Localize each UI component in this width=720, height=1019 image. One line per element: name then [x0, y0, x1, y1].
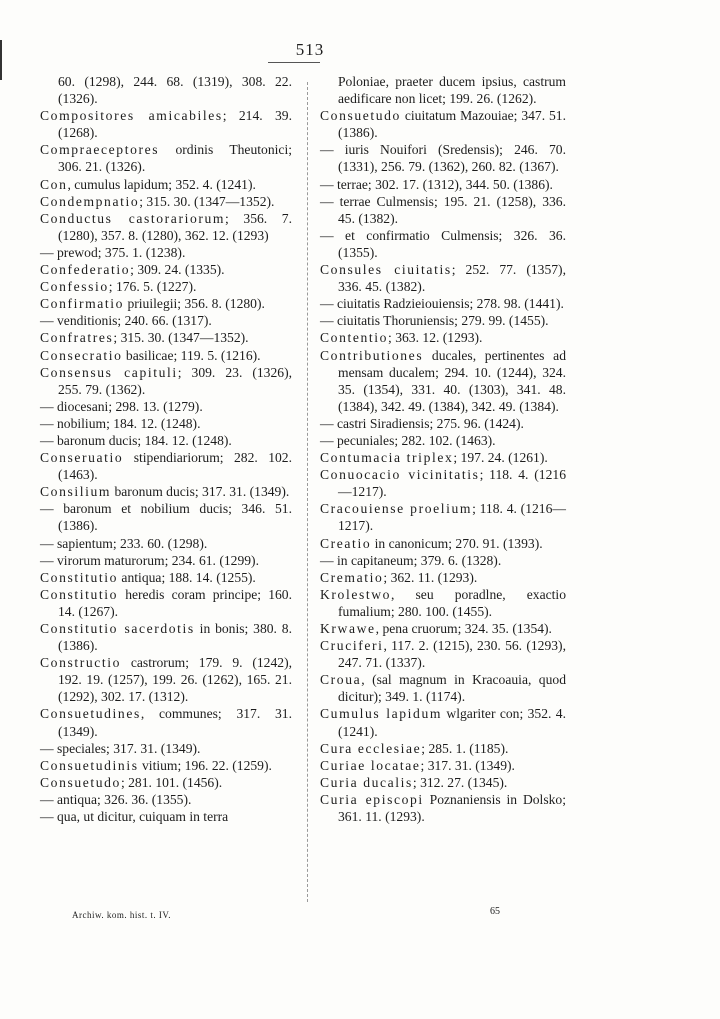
- index-entry: [320, 176, 566, 193]
- header-rule: [268, 62, 320, 63]
- index-entry: [320, 432, 566, 449]
- entry-lemma: Consules ciuitatis: [320, 262, 452, 278]
- entry-text: ; 362. 11. (1293).: [383, 569, 478, 585]
- index-entry: [40, 705, 292, 739]
- entry-text: — ciuitatis Radzieiouiensis; 278. 98. (1441).: [320, 296, 564, 312]
- entry-text: Poznaniensis in Dolsko; 361. 11. (1293).: [338, 791, 566, 825]
- index-entry: [320, 569, 566, 586]
- entry-text: — baronum et nobilium ducis; 346. 51. (1386).: [40, 501, 292, 534]
- index-entry: [40, 278, 292, 295]
- index-entry: [40, 312, 292, 329]
- index-entry: [320, 329, 566, 346]
- index-entry: [320, 620, 566, 637]
- index-entry: [320, 261, 566, 295]
- index-entry: [320, 415, 566, 432]
- entry-lemma: Cracouiense proelium: [320, 501, 473, 517]
- index-entry: [40, 432, 292, 449]
- entry-text: in canonicum; 270. 91. (1393).: [371, 535, 543, 551]
- entry-lemma: Consuetudinis: [40, 757, 139, 773]
- index-entry: [320, 705, 566, 739]
- index-entry: [40, 244, 292, 261]
- entry-text: , seu poradlne, exactio fumalium; 280. 100. (1455).: [338, 586, 566, 619]
- index-entry: [40, 398, 292, 415]
- entry-text: 60. (1298), 244. 68. (1319), 308. 22. (1326).: [58, 74, 292, 107]
- entry-lemma: Crematio: [320, 569, 384, 585]
- index-entry: [40, 791, 292, 808]
- index-entry: [320, 295, 566, 312]
- left-column: [40, 73, 292, 825]
- entry-text: — in capitaneum; 379. 6. (1328).: [320, 552, 502, 568]
- entry-lemma: Cumulus lapidum: [320, 706, 443, 722]
- entry-text: baronum ducis; 317. 31. (1349).: [111, 484, 290, 500]
- entry-lemma: Krwawe: [320, 621, 376, 636]
- entry-lemma: Curia ducalis: [320, 774, 413, 790]
- entry-lemma: Consensus capituli: [40, 364, 178, 380]
- index-entry: [320, 193, 566, 227]
- entry-text: — ciuitatis Thoruniensis; 279. 99. (1455).: [320, 313, 549, 329]
- index-entry: [320, 312, 566, 329]
- index-entry: [320, 107, 566, 141]
- index-entry: [40, 654, 292, 705]
- entry-text: — nobilium; 184. 12. (1248).: [40, 415, 201, 431]
- index-entry: [40, 569, 292, 586]
- index-entry: [40, 141, 292, 175]
- entry-text: — diocesani; 298. 13. (1279).: [40, 398, 203, 414]
- index-entry: [320, 774, 566, 791]
- entry-text: , 117. 2. (1215), 230. 56. (1293), 247. 71. (1337).: [338, 638, 566, 671]
- index-entry: [40, 449, 292, 483]
- entry-text: castrorum; 179. 9. (1242), 192. 19. (1257), 199. 26. (1262), 165. 21. (1292), 302. 17. (1312).: [58, 655, 292, 705]
- entry-lemma: Confratres: [40, 330, 114, 346]
- entry-lemma: Constitutio: [40, 586, 119, 602]
- index-entry: [40, 193, 292, 210]
- entry-text: ; 252. 77. (1357), 336. 45. (1382).: [338, 262, 566, 295]
- index-entry: [320, 637, 566, 671]
- entry-lemma: Constitutio: [40, 569, 119, 585]
- entry-text: — iuris Nouifori (Sredensis); 246. 70. (1331), 256. 79. (1362), 260. 82. (1367).: [320, 142, 566, 175]
- entry-text: Poloniae, praeter ducem ipsius, castrum aedificare non licet; 199. 26. (1262).: [338, 74, 566, 107]
- entry-text: — baronum ducis; 184. 12. (1248).: [40, 432, 232, 448]
- index-entry: [40, 347, 292, 364]
- entry-lemma: Croua: [320, 672, 362, 688]
- entry-text: — sapientum; 233. 60. (1298).: [40, 535, 208, 551]
- entry-text: — virorum maturorum; 234. 61. (1299).: [40, 552, 259, 568]
- entry-text: ; 176. 5. (1227).: [108, 279, 197, 295]
- index-entry: [40, 757, 292, 774]
- index-entry: [320, 586, 566, 620]
- entry-lemma: Con: [40, 176, 68, 192]
- entry-text: ; 118. 4. (1216—1217).: [338, 467, 566, 500]
- entry-text: ; 312. 27. (1345).: [412, 774, 508, 790]
- entry-lemma: Contributiones: [320, 347, 424, 363]
- entry-lemma: Cruciferi: [320, 638, 384, 654]
- index-entry: [40, 483, 292, 500]
- entry-text: heredis coram principe; 160. 14. (1267).: [58, 586, 292, 619]
- index-entry: [320, 500, 566, 534]
- index-entry: [40, 261, 292, 278]
- entry-lemma: Consuetudo: [320, 108, 401, 124]
- entry-text: , cumulus lapidum; 352. 4. (1241).: [67, 176, 256, 192]
- entry-lemma: Curia episcopi: [320, 791, 424, 807]
- entry-lemma: Creatio: [320, 535, 372, 551]
- entry-text: stipendiariorum; 282. 102. (1463).: [58, 450, 292, 483]
- entry-text: ; 309. 24. (1335).: [130, 262, 225, 278]
- entry-text: ; 363. 12. (1293).: [388, 330, 483, 346]
- index-entry: [320, 671, 566, 705]
- entry-text: antiqua; 188. 14. (1255).: [118, 569, 256, 585]
- entry-lemma: Constructio: [40, 655, 122, 671]
- entry-text: ordinis Theutonici; 306. 21. (1326).: [58, 142, 292, 175]
- entry-text: in bonis; 380. 8. (1386).: [58, 621, 292, 654]
- entry-text: — pecuniales; 282. 102. (1463).: [320, 432, 496, 448]
- entry-lemma: Contumacia triplex: [320, 450, 454, 466]
- entry-text: wlgariter con; 352. 4. (1241).: [338, 706, 566, 739]
- column-divider: [307, 82, 308, 902]
- entry-text: — terrae; 302. 17. (1312), 344. 50. (1386).: [320, 176, 553, 192]
- index-entry: [40, 586, 292, 620]
- entry-text: ; 317. 31. (1349).: [420, 757, 515, 773]
- entry-lemma: Consuetudines: [40, 706, 141, 722]
- entry-lemma: Compositores amicabiles: [40, 108, 223, 124]
- index-entry: [40, 552, 292, 569]
- entry-lemma: Consilium: [40, 484, 112, 500]
- entry-text: ; 118. 4. (1216—1217).: [338, 501, 566, 534]
- entry-text: — prewod; 375. 1. (1238).: [40, 244, 186, 260]
- entry-text: ciuitatum Mazouiae; 347. 51. (1386).: [338, 108, 566, 141]
- index-entry: [40, 535, 292, 552]
- entry-text: ; 197. 24. (1261).: [453, 450, 548, 466]
- entry-text: — terrae Culmensis; 195. 21. (1258), 336. 45. (1382).: [320, 193, 566, 226]
- index-entry: [320, 73, 566, 107]
- index-entry: [40, 415, 292, 432]
- entry-lemma: Contentio: [320, 330, 389, 346]
- entry-text: — antiqua; 326. 36. (1355).: [40, 791, 192, 807]
- entry-lemma: Cura ecclesiae: [320, 740, 422, 756]
- entry-text: ; 281. 101. (1456).: [120, 774, 223, 790]
- index-entry: [320, 141, 566, 175]
- index-entry: [320, 227, 566, 261]
- footer-sheet-number: 65: [490, 906, 500, 917]
- index-entry: [320, 757, 566, 774]
- entry-lemma: Compraeceptores: [40, 142, 160, 158]
- entry-lemma: Confirmatio: [40, 296, 125, 312]
- index-entry: [320, 740, 566, 757]
- entry-text: priuilegii; 356. 8. (1280).: [124, 296, 265, 312]
- index-entry: [320, 535, 566, 552]
- entry-text: ducales, pertinentes ad mensam ducalem; 294. 10. (1244), 324. 35. (1354), 331. 40. (1303), 341. 48. (1384), 342. 49. (1384), 342. 49. (1384).: [338, 347, 566, 414]
- index-entry: [320, 466, 566, 500]
- index-entry: [40, 620, 292, 654]
- index-entry: [40, 210, 292, 244]
- entry-text: — castri Siradiensis; 275. 96. (1424).: [320, 415, 524, 431]
- entry-text: vitium; 196. 22. (1259).: [138, 757, 272, 773]
- index-entry: [40, 774, 292, 791]
- entry-lemma: Consecratio: [40, 347, 123, 363]
- index-entry: [40, 808, 292, 825]
- entry-lemma: Krolestwo: [320, 586, 392, 602]
- entry-lemma: Conseruatio: [40, 450, 124, 466]
- index-entry: [40, 500, 292, 534]
- entry-lemma: Curiae locatae: [320, 757, 421, 773]
- index-entry: [40, 73, 292, 107]
- entry-lemma: Confederatio: [40, 262, 131, 278]
- entry-lemma: Conuocacio vicinitatis: [320, 467, 480, 483]
- right-column: [320, 73, 566, 825]
- index-entry: [40, 176, 292, 193]
- entry-text: — venditionis; 240. 66. (1317).: [40, 313, 212, 329]
- entry-text: — qua, ut dicitur, cuiquam in terra: [40, 809, 229, 825]
- index-entry: [40, 740, 292, 757]
- footer-signature: Archiw. kom. hist. t. IV.: [72, 910, 171, 920]
- page-number: 513: [295, 40, 325, 59]
- index-entry: [40, 295, 292, 312]
- entry-text: ; 285. 1. (1185).: [421, 740, 509, 756]
- entry-lemma: Constitutio sacerdotis: [40, 621, 195, 636]
- index-entry: [40, 364, 292, 398]
- entry-text: ; 315. 30. (1347—1352).: [139, 193, 275, 209]
- entry-text: — et confirmatio Culmensis; 326. 36. (1355).: [320, 227, 566, 260]
- entry-text: basilicae; 119. 5. (1216).: [122, 347, 261, 363]
- index-entry: [320, 552, 566, 569]
- entry-text: ; 315. 30. (1347—1352).: [113, 330, 249, 346]
- index-entry: [320, 449, 566, 466]
- entry-lemma: Condempnatio: [40, 193, 140, 209]
- index-entry: [40, 329, 292, 346]
- entry-text: ; 214. 39. (1268).: [58, 108, 292, 141]
- index-entry: [320, 347, 566, 415]
- index-entry: [320, 791, 566, 825]
- entry-lemma: Confessio: [40, 279, 109, 295]
- entry-lemma: Consuetudo: [40, 774, 121, 790]
- entry-text: — speciales; 317. 31. (1349).: [40, 740, 201, 756]
- entry-text: , pena cruorum; 324. 35. (1354).: [375, 621, 552, 636]
- entry-text: ; 356. 7. (1280), 357. 8. (1280), 362. 12. (1293): [58, 210, 293, 243]
- entry-lemma: Conductus castorariorum: [40, 210, 226, 226]
- entry-text: ; 309. 23. (1326), 255. 79. (1362).: [58, 364, 292, 397]
- index-entry: [40, 107, 292, 141]
- entry-text: , communes; 317. 31. (1349).: [58, 706, 292, 739]
- entry-text: , (sal magnum in Kracoauia, quod dicitur); 349. 1. (1174).: [338, 672, 566, 705]
